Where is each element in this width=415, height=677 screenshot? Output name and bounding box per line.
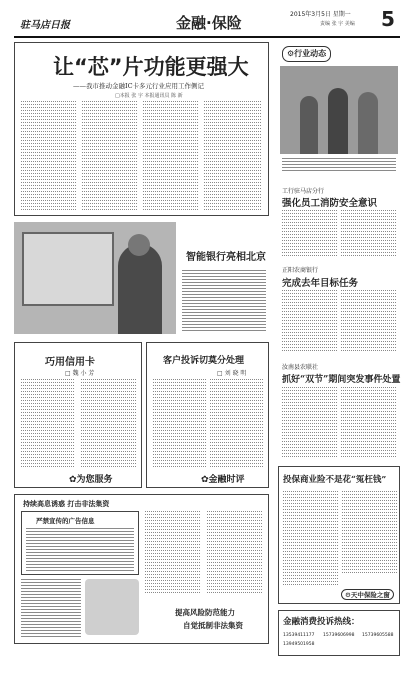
- news-body: [341, 210, 396, 258]
- lead-body-col-4: [204, 101, 262, 211]
- news-body: [341, 290, 396, 352]
- industry-news: [278, 42, 400, 462]
- lead-byline: □本报 张 宇 本报通讯员 陈 新: [115, 93, 183, 99]
- insurance-body: [342, 491, 397, 573]
- photo-caption: [282, 158, 396, 172]
- paper-name: 驻马店日报: [20, 20, 70, 31]
- complaint-hotline: [278, 610, 400, 656]
- news-kicker: 汝南县农联社: [282, 364, 319, 371]
- news-body: [282, 290, 337, 352]
- anti-fraud-header: 持续高息诱惑 打击非法集资: [23, 500, 110, 508]
- service-column-left: [14, 342, 142, 488]
- page-number: 5: [381, 7, 395, 31]
- smart-bank-photo: [14, 222, 176, 334]
- column-byline: □ 魏 小 芳: [65, 370, 95, 377]
- lead-body-col-3: [143, 101, 199, 211]
- ad-warning-body: [26, 528, 134, 572]
- hotline-number: 13539411177: [283, 633, 315, 638]
- anti-fraud-body: [207, 511, 263, 595]
- news-body: [282, 210, 337, 258]
- gear-icon: ✿: [201, 475, 209, 485]
- column-body: [210, 379, 264, 469]
- anti-fraud-body: [21, 579, 81, 639]
- lead-story: [14, 42, 269, 216]
- issue-date: 2015年3月5日 星期一: [290, 11, 351, 18]
- column-byline: □ 刘 晓 明: [217, 370, 247, 377]
- gear-icon: ⚙: [287, 49, 295, 58]
- news-kicker: 正阳农商银行: [282, 267, 319, 274]
- news-kicker: 工行驻马店分行: [282, 188, 325, 195]
- insurance-footer-label: 天中保险之窗: [350, 591, 390, 599]
- column-footer: [201, 472, 245, 485]
- insurance-body: [283, 491, 338, 587]
- lead-body-col-2: [82, 101, 138, 211]
- news-body: [282, 387, 337, 457]
- masthead-rule: [14, 36, 400, 38]
- hotline-number: 13949501958: [283, 642, 315, 647]
- lead-headline: 让“芯”片功能更强大: [53, 55, 249, 79]
- anti-fraud-box: [14, 494, 269, 644]
- photo-story-headline: 智能银行亮相北京: [186, 252, 266, 263]
- hotline-title: 金融消费投诉热线：: [283, 617, 360, 627]
- column-footer: [69, 472, 113, 485]
- column-footer-label: 为您服务: [76, 475, 113, 485]
- lead-subtitle: ——我市推动金融IC卡多元行业应用工作侧记: [73, 82, 205, 90]
- cartoon-illustration: [85, 579, 139, 635]
- hotline-number: 15739606998: [323, 633, 355, 638]
- column-footer-label: 金融时评: [208, 475, 245, 485]
- editor-credit: 责编 张 宇 美编: [320, 21, 355, 27]
- column-title: 客户投诉切莫分处理: [163, 356, 245, 366]
- insurance-footer: [341, 589, 394, 600]
- news-body: [341, 387, 396, 457]
- anti-fraud-body: [145, 511, 201, 595]
- industry-news-badge-label: 行业动态: [294, 49, 327, 58]
- insurance-column: [278, 466, 400, 604]
- service-column-right: [146, 342, 269, 488]
- lead-body-col-1: [21, 101, 77, 211]
- column-body: [81, 379, 137, 469]
- column-body: [153, 379, 206, 469]
- ad-warning-title: 严禁宣传的广告信息: [36, 517, 95, 525]
- masthead: [0, 0, 415, 40]
- news-headline: 抓好“双节”期间突发事件处置: [282, 375, 401, 385]
- column-title: 巧用信用卡: [45, 357, 95, 368]
- anti-fraud-slogan: 自觉抵制非法集资: [183, 621, 243, 630]
- news-headline: 强化员工消防安全意识: [282, 198, 378, 209]
- industry-news-photo: [280, 66, 398, 154]
- column-body: [21, 379, 75, 469]
- industry-news-badge: [282, 46, 331, 62]
- hotline-number: 15739605588: [362, 633, 394, 638]
- gear-icon: ⚙: [345, 591, 351, 599]
- section-title: 金融·保险: [176, 14, 242, 32]
- news-headline: 完成去年目标任务: [282, 278, 359, 289]
- ad-warning-box: [21, 511, 139, 575]
- anti-fraud-slogan: 提高风险防范能力: [175, 608, 235, 617]
- insurance-headline: 投保商业险不是花“冤枉钱”: [283, 475, 387, 485]
- photo-story: [14, 222, 269, 334]
- photo-story-body: [182, 270, 266, 332]
- gear-icon: ✿: [69, 475, 77, 485]
